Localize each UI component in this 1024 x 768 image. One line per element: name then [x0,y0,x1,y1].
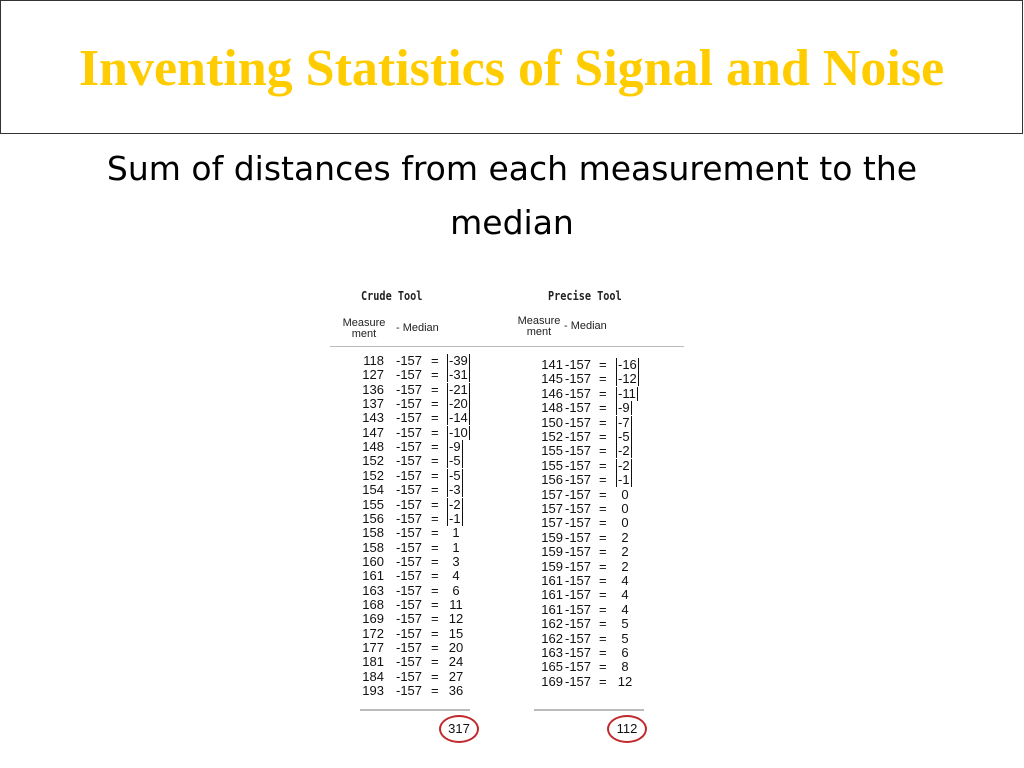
distance-value: -1 [449,510,461,526]
measurement-value: 161 [541,601,563,617]
median-value: -157 [565,385,592,401]
median-value: -157 [565,673,592,689]
distance-value: 11 [449,596,463,612]
median-value: -157 [565,501,592,516]
measurement-value: 157 [541,515,563,531]
equals-sign: = [599,443,607,459]
equals-sign: = [431,654,439,670]
measurement-value: 152 [362,453,384,469]
table-row [0,617,1024,631]
median-value: -157 [396,467,423,483]
distance-value: 0 [621,515,629,531]
distance-value: 20 [448,640,464,655]
equals-sign: = [431,668,439,684]
crude-total: 317 [439,715,479,743]
median-value: -157 [396,353,423,368]
median-value: -157 [565,529,592,545]
measurement-value: 150 [541,414,563,430]
measurement-value: 146 [541,385,563,401]
median-value: -157 [396,510,423,526]
median-value: -157 [396,453,423,469]
median-value: -157 [565,558,592,574]
distance-value: 1 [452,525,460,541]
slide-subtitle: Sum of distances from each measurement to the median [106,149,918,242]
precise-total: 112 [607,715,647,743]
measurement-value: 168 [362,596,384,612]
equals-sign: = [431,467,439,483]
title-box [0,0,1023,134]
measurement-value: 157 [541,486,563,502]
median-value: -157 [565,544,592,560]
measurement-value: 127 [362,367,384,383]
equals-sign: = [431,582,439,598]
median-value: -157 [565,573,592,588]
distance-value: -10 [449,424,468,440]
equals-sign: = [599,385,607,401]
crude-median-header: - Median [396,322,439,334]
distance-value: -1 [618,472,630,488]
median-value: -157 [396,611,423,627]
measurement-value: 160 [362,553,384,569]
measurement-value: 156 [541,472,563,488]
equals-sign: = [431,611,439,627]
measurement-value: 165 [541,659,563,675]
median-value: -157 [396,668,423,684]
measurement-value: 184 [362,668,384,684]
precise-tool-heading: Precise Tool [548,289,622,303]
equals-sign: = [599,558,607,574]
measurement-value: 158 [362,525,384,541]
table-row [0,516,1024,530]
median-value: -157 [396,439,423,455]
equals-sign: = [599,357,607,372]
header-rule [330,346,684,347]
median-value: -157 [396,683,423,699]
distance-value: -5 [618,429,630,444]
table-row [0,588,1024,602]
distance-value: 8 [621,659,629,675]
distance-value: -12 [618,371,637,387]
measurement-value: 159 [541,529,563,545]
measurement-value: 181 [362,654,384,670]
table-row [0,646,1024,660]
equals-sign: = [431,553,439,569]
median-value: -157 [396,496,423,512]
equals-sign: = [599,673,607,689]
equals-sign: = [431,525,439,541]
measurement-value: 177 [362,640,384,655]
measurement-value: 136 [362,381,384,397]
distance-value: -9 [449,439,461,455]
table-row [0,473,1024,487]
measurement-value: 152 [541,429,563,444]
precise-median-header: - Median [564,320,607,332]
measurement-value: 158 [362,539,384,555]
distance-value: 6 [452,582,460,598]
measurement-value: 159 [541,544,563,560]
median-value: -157 [396,367,423,383]
measurement-value: 147 [362,424,384,440]
distance-value: -5 [449,467,461,483]
measurement-value: 169 [541,673,563,689]
equals-sign: = [431,396,439,412]
distance-value: 6 [621,645,629,660]
median-value: -157 [565,443,592,459]
equals-sign: = [599,544,607,560]
median-value: -157 [565,357,592,372]
median-value: -157 [396,410,423,426]
measurement-value: 152 [362,467,384,483]
crude-tool-heading: Crude Tool [361,289,423,303]
distance-value: -7 [618,414,630,430]
measurement-value: 155 [362,496,384,512]
measurement-value: 118 [363,353,384,368]
table-row [0,488,1024,502]
distance-value: 27 [448,668,464,684]
equals-sign: = [599,645,607,660]
measurement-value: 155 [541,457,563,473]
distance-value: 15 [448,625,464,641]
table-row [0,387,1024,401]
distance-value: 1 [452,539,460,555]
median-value: -157 [396,596,423,612]
measurement-value: 163 [541,645,563,660]
slide-title: Inventing Statistics of Signal and Noise [78,40,945,97]
median-value: -157 [565,645,592,660]
median-value: -157 [565,616,592,632]
median-value: -157 [565,457,592,473]
measurement-value: 143 [362,410,384,426]
median-value: -157 [396,640,423,655]
distance-value: 0 [621,486,629,502]
measurement-value: 145 [541,371,563,387]
distance-value: 5 [621,630,629,646]
equals-sign: = [431,453,439,469]
table-row [0,545,1024,559]
equals-sign: = [599,429,607,444]
table-row [0,502,1024,516]
table-row [0,430,1024,444]
median-value: -157 [565,486,592,502]
measurement-value: 148 [362,439,384,455]
distance-value: -39 [449,353,468,368]
measurement-value: 141 [541,357,563,372]
equals-sign: = [599,573,607,588]
equals-sign: = [431,381,439,397]
distance-value: 24 [448,654,464,670]
equals-sign: = [431,683,439,699]
distance-value: -2 [618,457,630,473]
measurement-value: 163 [362,582,384,598]
distance-value: -2 [618,443,630,459]
measurement-value: 169 [362,611,384,627]
distance-value: -31 [449,367,468,383]
median-value: -157 [565,371,592,387]
table-row [0,603,1024,617]
median-value: -157 [396,625,423,641]
distance-value: 2 [621,558,629,574]
equals-sign: = [599,486,607,502]
distance-value: -2 [449,496,461,512]
median-value: -157 [396,582,423,598]
equals-sign: = [599,371,607,387]
equals-sign: = [431,439,439,455]
crude-measurement-header: Measure ment [342,317,386,340]
equals-sign: = [431,568,439,584]
equals-sign: = [599,630,607,646]
equals-sign: = [431,482,439,498]
equals-sign: = [431,640,439,655]
median-value: -157 [396,568,423,584]
distance-value: -11 [618,385,636,401]
distance-value: 4 [621,587,629,603]
precise-measurement-header: Measure ment [517,315,561,338]
crude-sum-rule [360,709,470,711]
equals-sign: = [599,616,607,632]
table-row [0,459,1024,473]
equals-sign: = [431,625,439,641]
equals-sign: = [599,529,607,545]
equals-sign: = [431,353,439,368]
median-value: -157 [396,525,423,541]
table-row [0,660,1024,674]
equals-sign: = [431,510,439,526]
table-row [0,444,1024,458]
measurement-value: 162 [541,630,563,646]
median-value: -157 [565,472,592,488]
median-value: -157 [396,381,423,397]
equals-sign: = [599,587,607,603]
median-value: -157 [565,587,592,603]
distance-value: -14 [449,410,468,426]
median-value: -157 [396,396,423,412]
measurement-value: 162 [541,616,563,632]
table-row [0,560,1024,574]
equals-sign: = [599,472,607,488]
equals-sign: = [431,539,439,555]
table-row [0,675,1024,689]
equals-sign: = [599,659,607,675]
equals-sign: = [599,414,607,430]
equals-sign: = [599,601,607,617]
equals-sign: = [431,424,439,440]
median-value: -157 [565,659,592,675]
equals-sign: = [599,400,607,416]
measurement-value: 161 [541,587,563,603]
median-value: -157 [396,553,423,569]
distance-value: 0 [621,501,629,516]
distance-value: 3 [452,553,460,569]
equals-sign: = [599,515,607,531]
distance-value: -20 [449,396,468,412]
distance-value: -5 [449,453,461,469]
precise-sum-rule [534,709,644,711]
equals-sign: = [599,457,607,473]
table-row [0,574,1024,588]
median-value: -157 [396,482,423,498]
measurement-value: 154 [362,482,384,498]
median-value: -157 [565,414,592,430]
equals-sign: = [431,496,439,512]
distance-value: 4 [621,601,629,617]
median-value: -157 [565,400,592,416]
distance-value: -9 [618,400,630,416]
median-value: -157 [565,515,592,531]
equals-sign: = [599,501,607,516]
distance-value: -16 [618,357,637,372]
table-row [0,401,1024,415]
distance-value: 4 [452,568,460,584]
equals-sign: = [431,367,439,383]
distance-value: 12 [617,673,633,689]
measurement-value: 172 [362,625,384,641]
table-row [0,531,1024,545]
distance-value: 36 [448,683,464,699]
measurement-value: 161 [541,573,563,588]
distance-value: -21 [449,381,468,397]
median-value: -157 [396,539,423,555]
measurement-value: 193 [362,683,384,699]
table-row [0,632,1024,646]
measurement-value: 155 [541,443,563,459]
measurement-value: 157 [541,501,563,516]
median-value: -157 [565,601,592,617]
measurement-value: 148 [541,400,563,416]
median-value: -157 [565,630,592,646]
table-row [0,416,1024,430]
measurement-value: 156 [362,510,384,526]
distance-value: 12 [448,611,464,627]
distance-value: -3 [449,482,461,498]
distance-value: 4 [621,573,629,588]
distance-value: 2 [621,544,629,560]
table-row [0,358,1024,372]
equals-sign: = [431,596,439,612]
median-value: -157 [396,654,423,670]
median-value: -157 [565,429,592,444]
measurement-value: 161 [362,568,384,584]
equals-sign: = [431,410,439,426]
measurement-value: 137 [362,396,384,412]
distance-value: 2 [621,529,629,545]
median-value: -157 [396,424,423,440]
measurement-value: 159 [541,558,563,574]
table-row [0,372,1024,386]
distance-value: 5 [621,616,629,632]
